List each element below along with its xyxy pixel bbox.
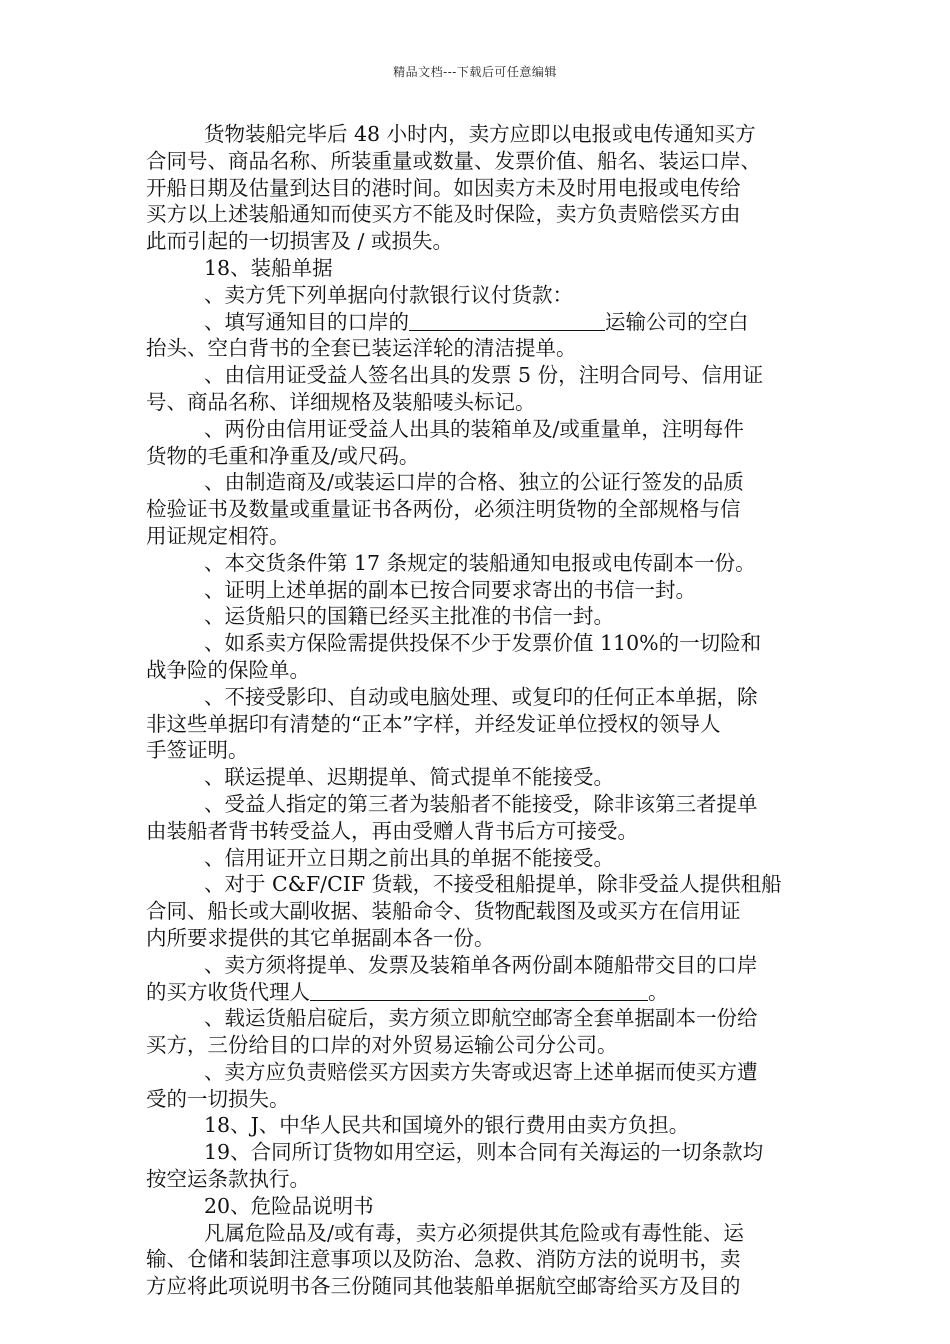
line-text: 、填写通知目的口岸的: [204, 309, 409, 334]
line-text: 买方，三份给目的口岸的对外贸易运输公司分公司。: [146, 1033, 618, 1058]
text-line: [146, 791, 810, 818]
text-line: [146, 1246, 810, 1273]
text-line: [146, 1273, 810, 1300]
text-line: [146, 282, 810, 309]
line-text: 、载运货船启碇后，卖方须立即航空邮寄全套单据副本一份给: [204, 1006, 758, 1031]
text-line: [146, 469, 810, 496]
line-text: 按空运条款执行。: [146, 1167, 310, 1192]
line-text: 货物的毛重和净重及/或尺码。: [146, 443, 420, 468]
line-text: 用证规定相符。: [146, 523, 290, 548]
text-line: [146, 523, 810, 550]
line-text: 、证明上述单据的副本已按合同要求寄出的书信一封。: [204, 577, 696, 602]
line-text-after-blank: 。: [648, 979, 669, 1004]
line-text: 、不接受影印、自动或电脑处理、或复印的任何正本单据，除: [204, 684, 758, 709]
text-line: [146, 1059, 810, 1086]
text-line: [146, 1166, 810, 1193]
text-line: [146, 175, 810, 202]
text-line: [146, 603, 810, 630]
line-text: 、卖方须将提单、发票及装箱单各两份副本随船带交目的口岸: [204, 952, 758, 977]
text-line: [146, 979, 810, 1006]
text-line: [146, 255, 810, 282]
line-text: 输、仓储和装卸注意事项以及防治、急救、消防方法的说明书，卖: [146, 1247, 741, 1272]
text-line: [146, 1032, 810, 1059]
text-line: [146, 684, 810, 711]
line-text: 手签证明。: [146, 738, 249, 763]
line-text-after-blank: 运输公司的空白: [605, 309, 749, 334]
line-text: 、联运提单、迟期提单、简式提单不能接受。: [204, 765, 614, 790]
line-text: 合同号、商品名称、所装重量或数量、发票价值、船名、装运口岸、: [146, 148, 761, 173]
text-line: [146, 121, 810, 148]
text-line: [146, 818, 810, 845]
text-line: [146, 577, 810, 604]
text-line: [146, 1139, 810, 1166]
text-line: [146, 362, 810, 389]
text-line: [146, 1193, 810, 1220]
line-text: 、运货船只的国籍已经买主批准的书信一封。: [204, 604, 614, 629]
text-line: [146, 764, 810, 791]
line-text: 18、装船单据: [204, 255, 333, 280]
line-text: 20、危险品说明书: [204, 1193, 374, 1218]
fill-in-blank: [409, 310, 605, 331]
line-text: 、本交货条件第 17 条规定的装船通知电报或电传副本一份。: [204, 550, 756, 575]
text-line: [146, 416, 810, 443]
fill-in-blank: [310, 980, 648, 1001]
text-line: [146, 630, 810, 657]
text-line: [146, 201, 810, 228]
line-text: 检验证书及数量或重量证书各两份，必须注明货物的全部规格与信: [146, 497, 741, 522]
text-line: [146, 1005, 810, 1032]
text-line: [146, 952, 810, 979]
line-text: 方应将此项说明书各三份随同其他装船单据航空邮寄给买方及目的: [146, 1274, 741, 1299]
line-text: 凡属危险品及/或有毒，卖方必须提供其危险或有毒性能、运: [204, 1220, 744, 1245]
text-line: [146, 871, 810, 898]
text-line: [146, 309, 810, 336]
line-text: 合同、船长或大副收据、装船命令、货物配载图及或买方在信用证: [146, 899, 741, 924]
text-line: [146, 1112, 810, 1139]
line-text: 由装船者背书转受益人，再由受赠人背书后方可接受。: [146, 818, 638, 843]
text-line: [146, 228, 810, 255]
text-line: [146, 657, 810, 684]
text-line: [146, 148, 810, 175]
line-text: 号、商品名称、详细规格及装船唛头标记。: [146, 389, 536, 414]
text-line: [146, 389, 810, 416]
line-text: 、受益人指定的第三者为装船者不能接受，除非该第三者提单: [204, 791, 758, 816]
text-line: [146, 737, 810, 764]
line-text: 、信用证开立日期之前出具的单据不能接受。: [204, 845, 614, 870]
line-text: 内所要求提供的其它单据副本各一份。: [146, 925, 495, 950]
line-text: 、对于 C&F/CIF 货载，不接受租船提单，除非受益人提供租船: [204, 872, 782, 897]
text-line: [146, 550, 810, 577]
line-text: 的买方收货代理人: [146, 979, 310, 1004]
line-text: 货物装船完毕后 48 小时内，卖方应即以电报或电传通知买方: [204, 122, 756, 146]
line-text: 、如系卖方保险需提供投保不少于发票价值 110%的一切险和: [204, 631, 762, 656]
text-line: [146, 845, 810, 872]
line-text: 受的一切损失。: [146, 1086, 290, 1111]
document-body: [146, 121, 810, 1300]
line-text: 、卖方凭下列单据向付款银行议付货款：: [204, 282, 573, 307]
page-header: 精品文档---下载后可任意编辑: [393, 65, 557, 79]
line-text: 19、合同所订货物如用空运，则本合同有关海运的一切条款均: [204, 1140, 764, 1165]
text-line: [146, 335, 810, 362]
line-text: 抬头、空白背书的全套已装运洋轮的清洁提单。: [146, 336, 577, 361]
text-line: [146, 898, 810, 925]
line-text: 18、J、中华人民共和国境外的银行费用由卖方负担。: [204, 1113, 690, 1138]
text-line: [146, 443, 810, 470]
line-text: 、由信用证受益人签名出具的发票 5 份，注明合同号、信用证: [204, 363, 764, 388]
line-text: 此而引起的一切损害及 / 或损失。: [146, 229, 453, 254]
line-text: 买方以上述装船通知而使买方不能及时保险，卖方负责赔偿买方由: [146, 202, 741, 227]
line-text: 非这些单据印有清楚的“正本”字样，并经发证单位授权的领导人: [146, 711, 721, 736]
text-line: [146, 1086, 810, 1113]
line-text: 战争险的保险单。: [146, 657, 310, 682]
text-line: [146, 496, 810, 523]
line-text: 、卖方应负责赔偿买方因卖方失寄或迟寄上述单据而使买方遭: [204, 1059, 758, 1084]
line-text: 、由制造商及/或装运口岸的合格、独立的公证行签发的品质: [204, 470, 744, 495]
text-line: [146, 925, 810, 952]
text-line: [146, 711, 810, 738]
line-text: 、两份由信用证受益人出具的装箱单及/或重量单，注明每件: [204, 416, 744, 441]
text-line: [146, 1220, 810, 1247]
line-text: 开船日期及估量到达目的港时间。如因卖方未及时用电报或电传给: [146, 175, 741, 200]
